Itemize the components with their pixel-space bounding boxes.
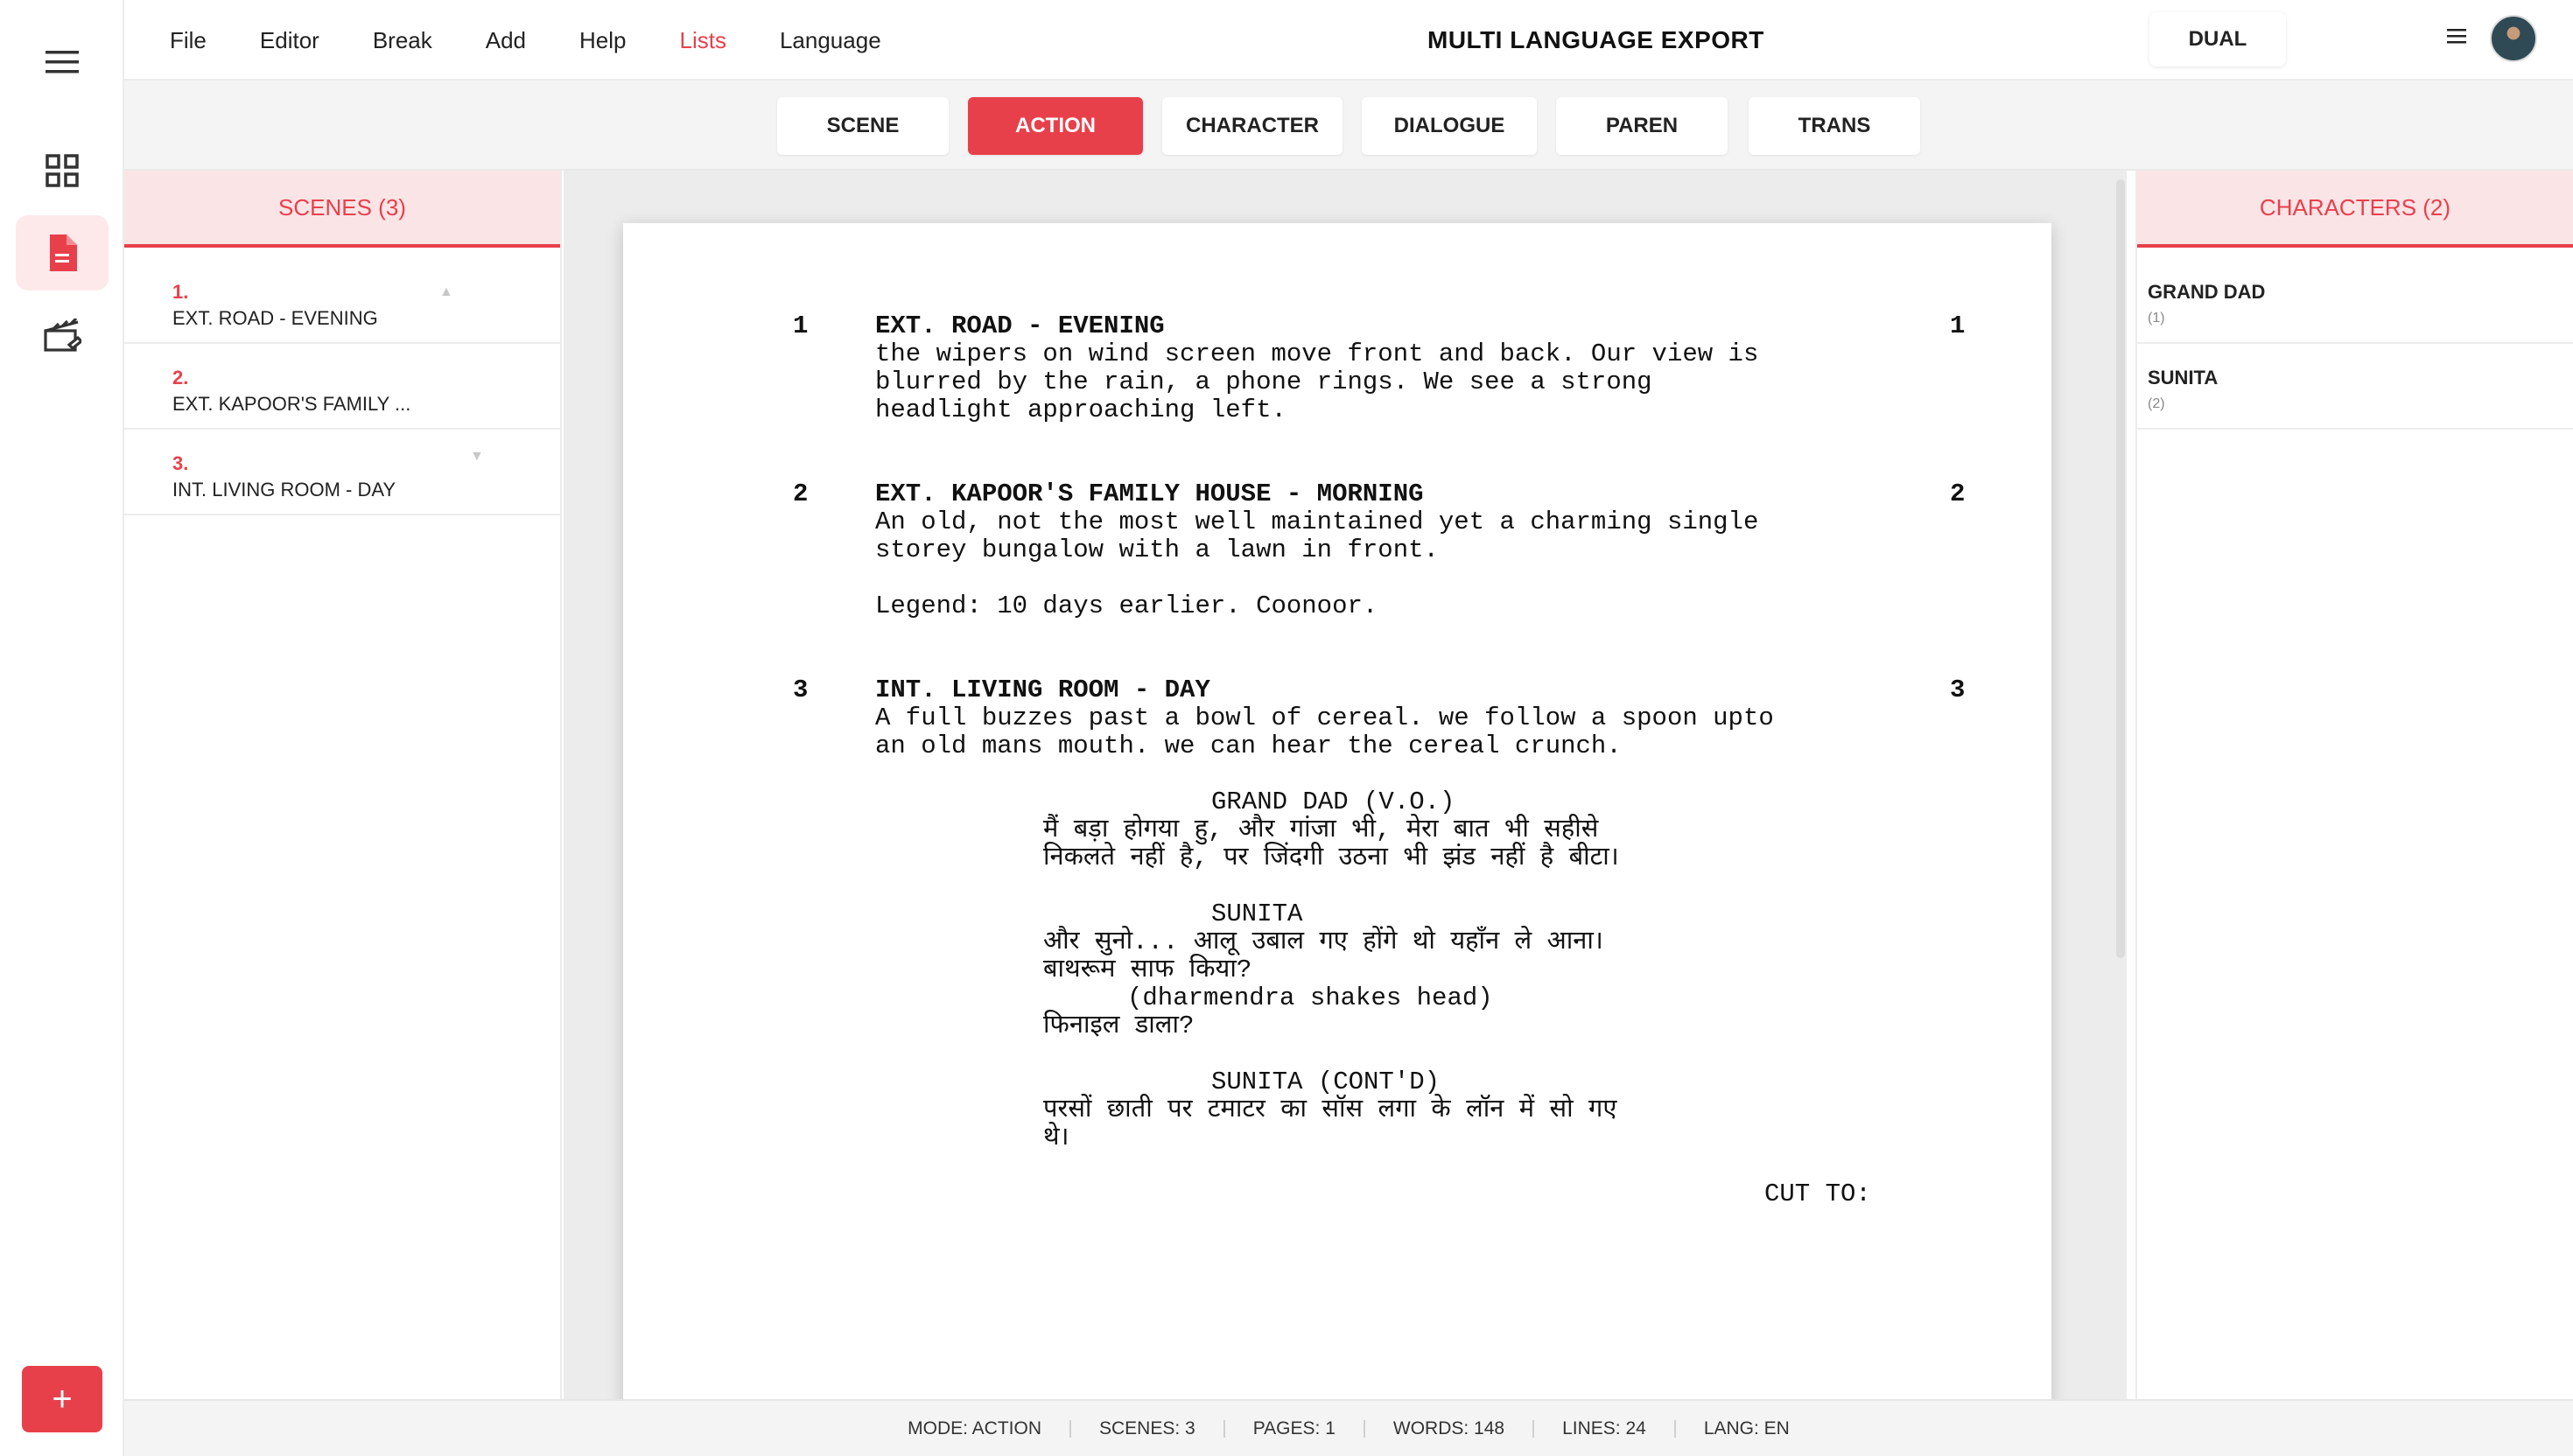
scene-number-right: 2 xyxy=(1950,480,1966,508)
status-mode: MODE: ACTION xyxy=(908,1418,1041,1438)
status-pages: PAGES: 1 xyxy=(1252,1418,1336,1438)
status-words: WORDS: 148 xyxy=(1392,1418,1505,1438)
scenes-panel-title: SCENES (3) xyxy=(124,171,560,248)
character-cue[interactable]: SUNITA xyxy=(1211,900,1303,928)
dialogue-line[interactable]: फिनाइल डाला? xyxy=(1043,1012,1195,1040)
character-name: GRAND DAD xyxy=(2148,281,2266,303)
avatar[interactable] xyxy=(2490,15,2537,62)
character-cue[interactable]: SUNITA (CONT'D) xyxy=(1211,1068,1441,1096)
scene-number: 2. xyxy=(172,367,189,388)
characters-panel-title: CHARACTERS (2) xyxy=(2137,171,2573,248)
dual-button[interactable]: DUAL xyxy=(2149,12,2286,66)
format-scene-button[interactable]: SCENE xyxy=(777,97,949,155)
menu-bar xyxy=(170,0,935,80)
menu-break[interactable]: Break xyxy=(372,26,432,53)
status-divider xyxy=(1223,1420,1225,1438)
scene-heading[interactable]: EXT. KAPOOR'S FAMILY HOUSE - MORNING xyxy=(875,480,1424,508)
format-action-button[interactable]: ACTION xyxy=(968,97,1143,155)
script-scrollbar[interactable] xyxy=(2116,179,2125,958)
action-line[interactable]: an old mans mouth. we can hear the cereal crunch. xyxy=(875,732,1622,760)
action-line[interactable]: A full buzzes past a bowl of cereal. we follow a spoon upto xyxy=(875,704,1774,732)
menu-language[interactable]: Language xyxy=(779,26,881,53)
scene-name: EXT. KAPOOR'S FAMILY ... xyxy=(172,393,411,415)
status-lines: LINES: 24 xyxy=(1562,1418,1646,1438)
scene-list-item[interactable] xyxy=(124,430,560,515)
character-list-item[interactable] xyxy=(2137,258,2573,344)
scene-name: EXT. ROAD - EVENING xyxy=(172,307,378,329)
transition[interactable]: CUT TO: xyxy=(1764,1180,1871,1208)
scene-number-left: 1 xyxy=(793,312,809,340)
format-paren-button[interactable]: PAREN xyxy=(1556,97,1728,155)
scene-number-right: 1 xyxy=(1950,312,1966,340)
dialogue-line[interactable]: मैं बड़ा होगया हु, और गांजा भी, मेरा बात भी सहीसे xyxy=(1043,816,1599,844)
scene-list-item[interactable] xyxy=(124,344,560,430)
scene-number-left: 3 xyxy=(793,676,809,704)
status-divider xyxy=(1532,1420,1534,1438)
character-cue[interactable]: GRAND DAD (V.O.) xyxy=(1211,788,1455,816)
menu-add[interactable]: Add xyxy=(485,26,527,53)
dialogue-line[interactable]: निकलते नहीं है, पर जिंदगी उठना भी झंड नहीं है बीटा। xyxy=(1043,844,1619,872)
grid-icon[interactable] xyxy=(16,133,109,208)
menu-lists[interactable]: Lists xyxy=(679,26,726,53)
characters-panel xyxy=(2135,171,2573,1399)
scene-name: INT. LIVING ROOM - DAY xyxy=(172,479,396,500)
left-rail xyxy=(0,0,124,1456)
plus-icon: + xyxy=(52,1379,73,1418)
status-divider xyxy=(1069,1420,1071,1438)
scroll-down-icon[interactable]: ▼ xyxy=(470,449,484,464)
status-scenes: SCENES: 3 xyxy=(1099,1418,1195,1438)
format-trans-button[interactable]: TRANS xyxy=(1749,97,1920,155)
action-line[interactable]: the wipers on wind screen move front and back. Our view is xyxy=(875,340,1759,368)
scenes-panel xyxy=(124,171,562,1399)
scene-number-right: 3 xyxy=(1950,676,1966,704)
character-list-item[interactable] xyxy=(2137,344,2573,430)
hamburger-icon[interactable] xyxy=(16,24,109,100)
menu-editor[interactable]: Editor xyxy=(259,26,319,53)
action-line[interactable]: Legend: 10 days earlier. Coonoor. xyxy=(875,592,1378,620)
scene-heading[interactable]: EXT. ROAD - EVENING xyxy=(875,312,1165,340)
status-divider xyxy=(1674,1420,1676,1438)
action-line[interactable]: An old, not the most well maintained yet a charming single xyxy=(875,508,1759,536)
options-menu-icon[interactable] xyxy=(2447,26,2473,52)
character-name: SUNITA xyxy=(2148,367,2219,388)
menu-help[interactable]: Help xyxy=(579,26,627,53)
action-line[interactable]: storey bungalow with a lawn in front. xyxy=(875,536,1439,564)
scroll-up-icon[interactable]: ▲ xyxy=(439,284,453,299)
dialogue-line[interactable]: और सुनो... आलू उबाल गए होंगे थो यहाँन ले आना। xyxy=(1043,928,1603,956)
format-toolbar xyxy=(124,80,2573,171)
add-button[interactable] xyxy=(22,1366,102,1432)
status-bar xyxy=(124,1399,2573,1456)
clapperboard-icon[interactable] xyxy=(16,298,109,373)
format-dialogue-button[interactable]: DIALOGUE xyxy=(1362,97,1537,155)
status-lang: LANG: EN xyxy=(1703,1418,1790,1438)
dialogue-line[interactable]: बाथरूम साफ किया? xyxy=(1043,956,1252,984)
format-character-button[interactable]: CHARACTER xyxy=(1162,97,1343,155)
action-line[interactable]: blurred by the rain, a phone rings. We see a strong xyxy=(875,368,1652,396)
scene-heading[interactable]: INT. LIVING ROOM - DAY xyxy=(875,676,1210,704)
page-title: MULTI LANGUAGE EXPORT xyxy=(1427,26,1764,53)
scene-list-item[interactable] xyxy=(124,258,560,344)
parenthetical[interactable]: (dharmendra shakes head) xyxy=(1127,984,1493,1012)
dialogue-line[interactable]: परसों छाती पर टमाटर का सॉस लगा के लॉन में सो गए xyxy=(1043,1096,1617,1124)
scene-number: 1. xyxy=(172,281,189,303)
menu-file[interactable]: File xyxy=(170,26,207,53)
action-line[interactable]: headlight approaching left. xyxy=(875,396,1286,424)
character-count: (1) xyxy=(2148,311,2165,326)
script-area xyxy=(564,171,2127,1399)
status-divider xyxy=(1364,1420,1365,1438)
character-count: (2) xyxy=(2148,396,2165,411)
document-icon[interactable] xyxy=(16,215,109,290)
scene-number-left: 2 xyxy=(793,480,809,508)
script-page[interactable] xyxy=(623,223,2051,1399)
dialogue-line[interactable]: थे। xyxy=(1043,1124,1069,1152)
scene-number: 3. xyxy=(172,452,189,474)
